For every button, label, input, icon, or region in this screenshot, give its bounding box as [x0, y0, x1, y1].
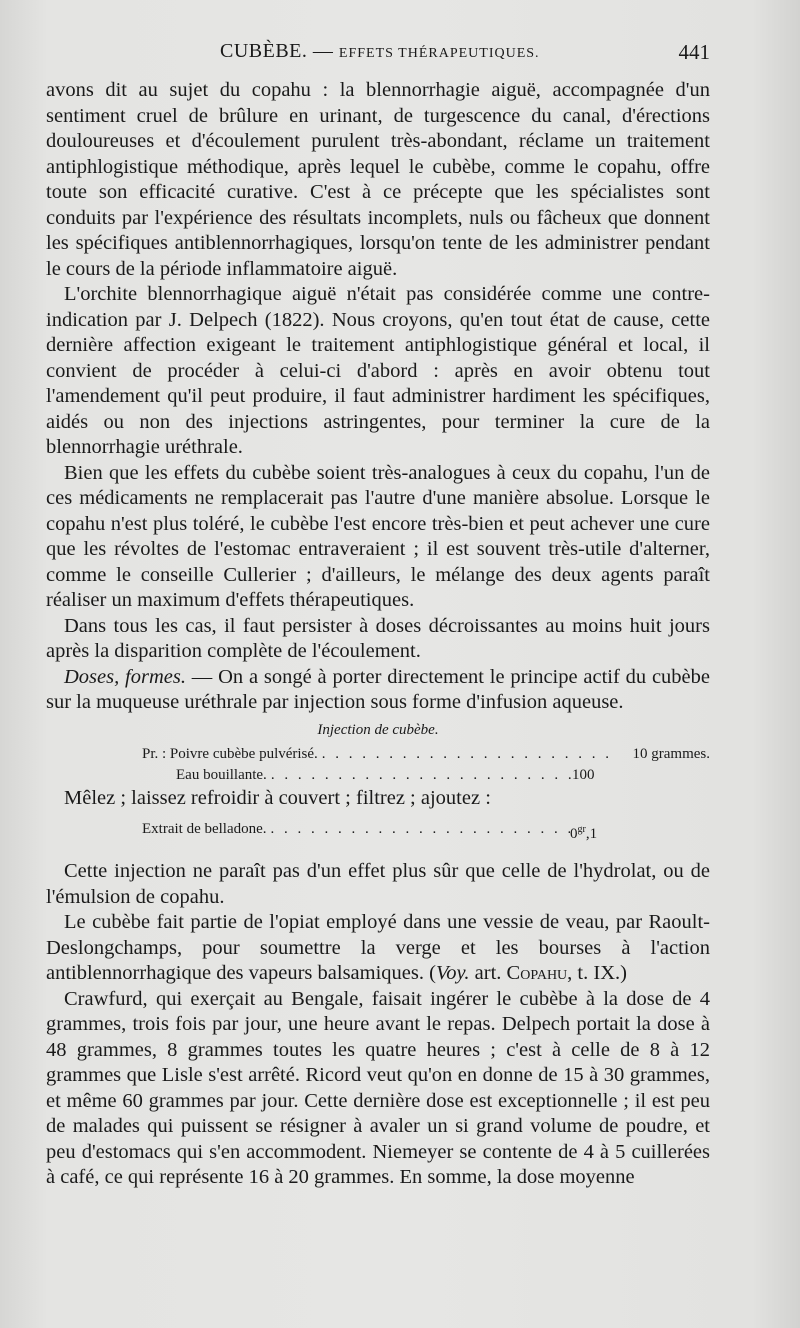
recipe-quantity-3: $0^{gr},1$ [570, 824, 598, 842]
recipe-line-2 [46, 765, 710, 786]
running-title [220, 40, 540, 63]
recipe-quantity-2: 100 [572, 766, 595, 783]
paragraph-7 [46, 910, 710, 987]
paragraph-5 [46, 665, 710, 716]
recipe-instructions: Mêlez ; laissez refroidir à couvert ; filtrez ; ajoutez : [64, 786, 491, 809]
header-subtitle: EFFETS THÉRAPEUTIQUES. [338, 46, 540, 61]
recipe-line-3 [46, 819, 710, 845]
paragraph-3: Bien que les effets du cubèbe soient très-analogues à ceux du copahu, l'un de ces médicaments ne remplacerait pas l'autre d'une manière absolue. Lorsque le copahu n'est plus toléré, le cubèbe l'est encore très-bien et peut achever une cure que les révoltes de l'estomac entraveraient ; il est souvent très-utile d'alterner, comme le conseille Cullerier ; d'ailleurs, le mélange des deux agents paraît réaliser un maximum d'effets thérapeutiques. [46, 461, 710, 611]
leader-dots [267, 765, 572, 786]
recipe-ingredient-1: Pr. : Poivre cubèbe pulvérisé. [142, 745, 318, 762]
leader-dots [267, 819, 570, 845]
doses-formes-heading: Doses, formes. [64, 665, 186, 688]
paragraph-7a: Le cubèbe fait partie de l'opiat employé dans une vessie de veau, par Raoult-Deslongchamps, pour soumettre la verge et les bourses à l'action antiblennorrhagique des vapeurs balsamiques. ( [46, 911, 710, 984]
recipe-ingredient-3: Extrait de belladone. [142, 821, 267, 837]
recipe-ingredient-2: Eau bouillante. [176, 766, 267, 783]
recipe-line-1 [46, 744, 710, 765]
leader-dots [318, 744, 610, 765]
paragraph-4: Dans tous les cas, il faut persister à doses décroissantes au moins huit jours après la disparition complète de l'écoulement. [46, 614, 710, 662]
header-title: CUBÈBE. [220, 40, 308, 62]
paragraph-6: Cette injection ne paraît pas d'un effet plus sûr que celle de l'hydrolat, ou de l'émulsion de copahu. [46, 860, 710, 908]
page-number: 441 [678, 40, 710, 64]
paragraph-7c: , t. IX.) [567, 962, 627, 984]
paragraph-2: L'orchite blennorrhagique aiguë n'était pas considérée comme une contre-indication par J. Delpech (1822). Nous croyons, qu'en tout état de cause, cette dernière affection exigeant le traitement antiphlogistique général et local, il convient de procéder à celui-ci d'abord : après en avoir obtenu tout l'amendement qu'il peut produire, il faut administrer hardiment les spécifiques, aidés ou non des injections astringentes, pour terminer la cure de la blennorrhagie uréthrale. [46, 283, 710, 458]
paragraph-8: Crawfurd, qui exerçait au Bengale, faisait ingérer le cubèbe à la dose de 4 grammes, trois fois par jour, une heure avant le repas. Delpech portait la dose à 48 grammes, 8 grammes toutes les quatre heures ; c'est à celle de 8 à 12 grammes que Lisle s'est arrêté. Ricord veut qu'on en donne de 15 à 30 grammes, et même 60 grammes par jour. Cette dernière dose est exceptionnelle ; il est peu de malades qui puissent se résigner à avaler un si grand volume de poudre, et peu d'estomacs qui s'en accommodent. Niemeyer se contente de 4 à 5 cuillerées à café, ce qui représente 16 à 20 grammes. En somme, la dose moyenne [46, 987, 710, 1188]
body-text [46, 78, 710, 1191]
paragraph-7b: art. [469, 962, 507, 984]
recipe-quantity-1: 10 grammes. [632, 745, 710, 762]
header-dash: — [312, 40, 334, 62]
paragraph-1: avons dit au sujet du copahu : la blennorrhagie aiguë, accompagnée d'un sentiment cruel de brûlure en urinant, de turgescence du canal, d'érections douloureuses et d'écoulement purulent très-abondant, réclame un traitement antiphlogistique méthodique, après lequel le cubèbe, comme le copahu, offre toute son efficacité curative. C'est à ce précepte que les spécialistes sont conduits par l'expérience des résultats incomplets, nuls ou fâcheux que donnent les spécifiques antiblennorrhagiques, lorsqu'on tente de les administrer pendant le cours de la période inflammatoire aiguë. [46, 79, 710, 280]
paragraph-5-text: — On a songé à porter directement le principe actif du cubèbe sur la muqueuse uréthrale par injection sous forme d'infusion aqueuse. [46, 665, 710, 713]
voy-abbrev: Voy. [435, 962, 470, 984]
running-header [46, 40, 710, 70]
copahu-reference: Copahu [506, 962, 568, 984]
recipe-title: Injection de cubèbe. [317, 721, 439, 738]
